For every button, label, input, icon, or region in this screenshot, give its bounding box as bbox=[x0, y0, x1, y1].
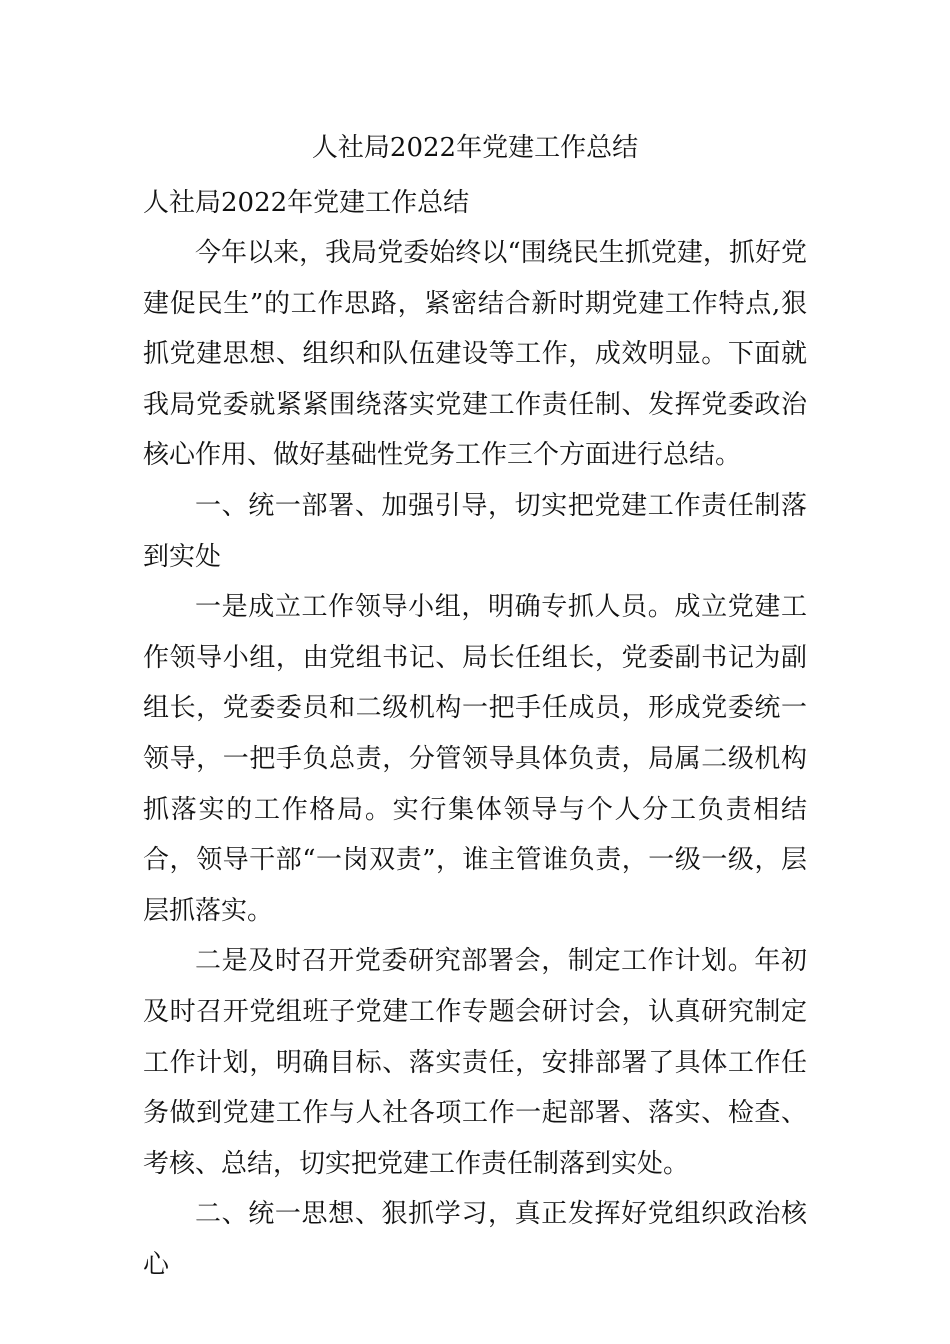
section-heading-1: 一、统一部署、加强引导，切实把党建工作责任制落到实处 bbox=[143, 490, 807, 572]
paragraph-intro: 今年以来，我局党委始终以“围绕民生抓党建，抓好党建促民生”的工作思路，紧密结合新时期党建工作特点,狠抓党建思想、组织和队伍建设等工作，成效明显。下面就我局党委就紧紧围绕落实党建工作责任制、发挥党委政治核心作用、做好基础性党务工作三个方面进行总结。 bbox=[143, 238, 807, 471]
document-title: 人社局2022年党建工作总结 bbox=[311, 133, 639, 163]
paragraph-leadership-group: 一是成立工作领导小组，明确专抓人员。成立党建工作领导小组，由党组书记、局长任组长，党委副书记为副组长，党委委员和二级机构一把手任成员，形成党委统一领导，一把手负总责，分管领导具体负责，局属二级机构抓落实的工作格局。实行集体领导与个人分工负责相结合，领导干部“一岗双责”，谁主管谁负责，一级一级，层层抓落实。 bbox=[143, 592, 807, 926]
document-body bbox=[143, 178, 807, 1290]
section-heading-2: 二、统一思想、狠抓学习，真正发挥好党组织政治核心 bbox=[143, 1199, 807, 1280]
paragraph-work-plan: 二是及时召开党委研究部署会，制定工作计划。年初及时召开党组班子党建工作专题会研讨会，认真研究制定工作计划，明确目标、落实责任，安排部署了具体工作任务做到党建工作与人社各项工作一起部署、落实、检查、考核、总结，切实把党建工作责任制落到实处。 bbox=[143, 946, 807, 1179]
document-subtitle: 人社局2022年党建工作总结 bbox=[143, 188, 470, 218]
